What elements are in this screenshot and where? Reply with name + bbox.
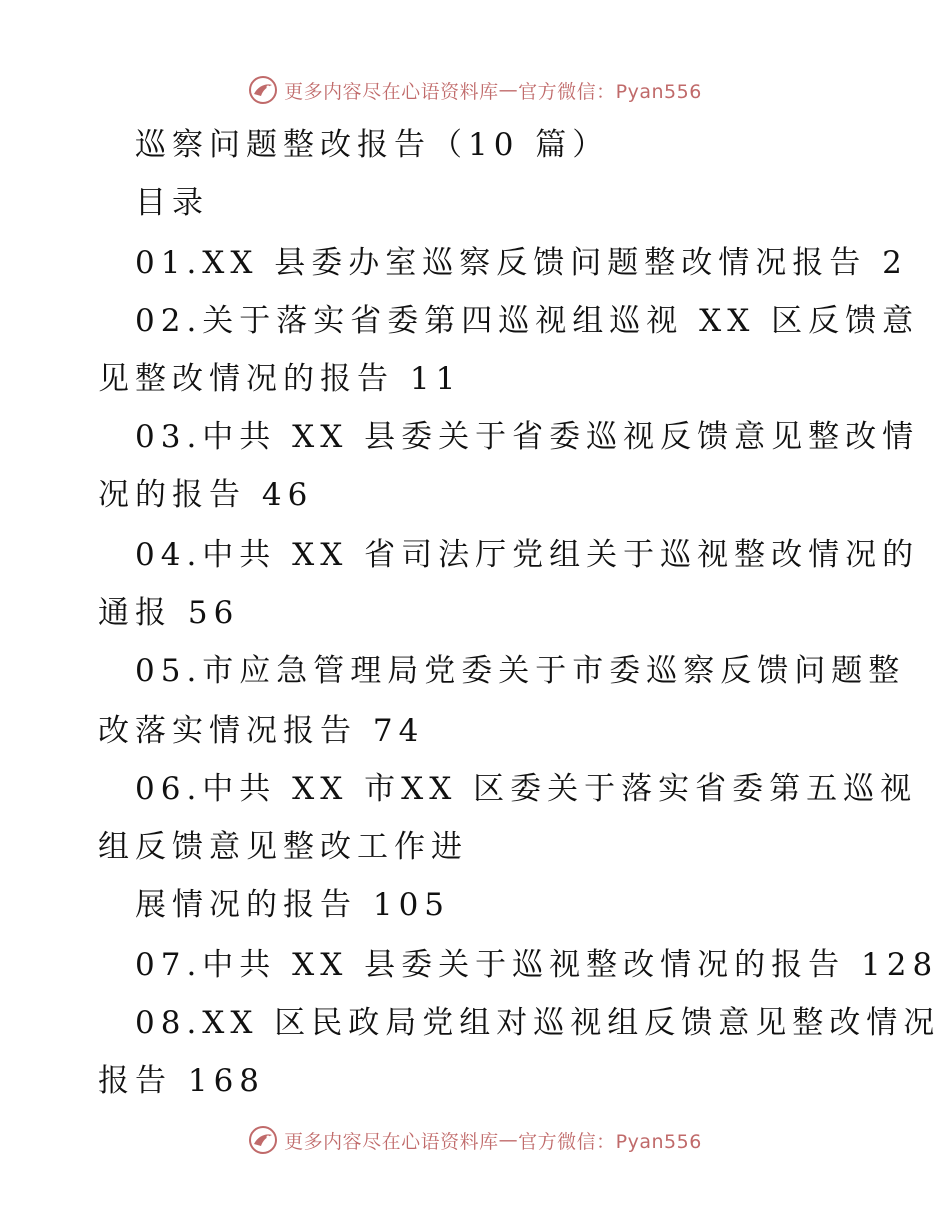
watermark-text: 更多内容尽在心语资料库: [284, 1130, 499, 1153]
watermark-text: 更多内容尽在心语资料库: [284, 80, 499, 103]
bird-logo-icon: [248, 1125, 278, 1155]
document-title: 巡察问题整改报告（10 篇）: [135, 127, 610, 163]
toc-heading: 目录: [135, 185, 209, 221]
watermark-separator: —: [498, 1129, 519, 1151]
toc-line: 01.XX 县委办室巡察反馈问题整改情况报告 2: [135, 245, 908, 281]
toc-line: 改落实情况报告 74: [98, 713, 425, 749]
toc-line: 组反馈意见整改工作进: [98, 829, 468, 865]
header-watermark: [0, 70, 950, 110]
toc-line: 05.市应急管理局党委关于市委巡察反馈问题整: [135, 653, 906, 689]
watermark-suffix: 官方微信：Pyan556: [518, 80, 702, 103]
toc-line: 见整改情况的报告 11: [98, 361, 462, 397]
bird-logo-icon: [248, 75, 278, 105]
toc-line: 06.中共 XX 市XX 区委关于落实省委第五巡视: [135, 771, 918, 807]
toc-line: 通报 56: [98, 595, 240, 631]
toc-line: 展情况的报告 105: [135, 887, 451, 923]
toc-line: 报告 168: [98, 1063, 266, 1099]
toc-line: 况的报告 46: [98, 477, 314, 513]
toc-line: 04.中共 XX 省司法厅党组关于巡视整改情况的: [135, 537, 920, 573]
watermark-separator: —: [498, 79, 519, 101]
toc-line: 08.XX 区民政局党组对巡视组反馈意见整改情况: [135, 1005, 941, 1041]
toc-line: 03.中共 XX 县委关于省委巡视反馈意见整改情: [135, 419, 920, 455]
toc-line: 07.中共 XX 县委关于巡视整改情况的报告 128: [135, 947, 939, 983]
toc-line: 02.关于落实省委第四巡视组巡视 XX 区反馈意: [135, 303, 920, 339]
watermark-suffix: 官方微信：Pyan556: [518, 1130, 702, 1153]
footer-watermark: [0, 1120, 950, 1160]
